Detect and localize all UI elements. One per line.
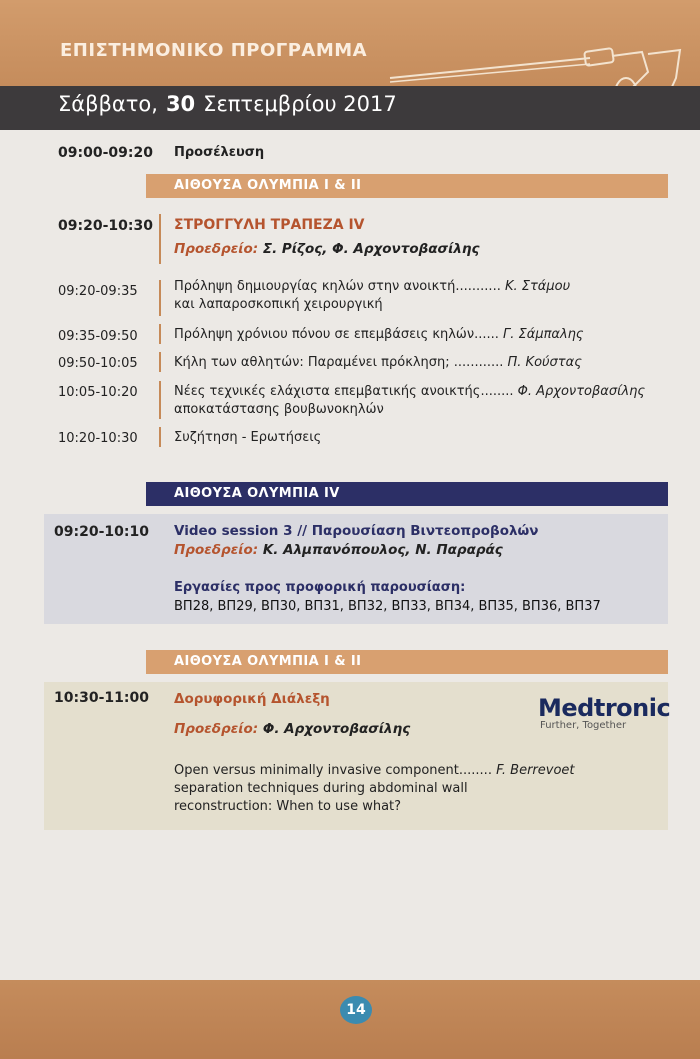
talk-speaker: Π. Κούστας [507,355,582,370]
satellite-speaker: F. Berrevoet [496,763,575,778]
chair-names: Φ. Αρχοντοβασίλης [262,721,411,737]
page-number: 14 [340,996,372,1024]
sponsor-tagline: Further, Together [540,720,627,731]
talk-title: Συζήτηση - Ερωτήσεις [174,430,322,445]
chair-label: Προεδρείο: [174,241,259,257]
hall-bar-olympia-4: ΑΙΘΟΥΣΑ ΟΛΥΜΠΙΑ IV [146,482,668,506]
talk-time: 10:20-10:30 [58,431,138,446]
video-title: Video session 3 // Παρουσίαση Βιντεοπροβολών [174,523,539,539]
video-chairs [174,541,503,559]
divider-line [159,352,161,372]
section-title: ΕΠΙΣΤΗΜΟΝΙΚΟ ΠΡΟΓΡΑΜΜΑ [60,40,368,61]
talk-entry: Κήλη των αθλητών: Παραμένει πρόκληση; ............ Π. Κούστας [174,355,582,370]
satellite-chairs [174,720,410,738]
hall-bar-olympia-1-2: ΑΙΘΟΥΣΑ ΟΛΥΜΠΙΑ Ι & ΙΙ [146,174,668,198]
satellite-time: 10:30-11:00 [54,690,149,706]
roundtable-title: ΣΤΡΟΓΓΥΛΗ ΤΡΑΠΕΖΑ IV [174,217,365,233]
divider-line [159,214,161,264]
divider-line [159,427,161,447]
medtronic-logo [538,694,671,731]
talk-title: Πρόληψη δημιουργίας κηλών στην ανοικτή [174,279,456,294]
satellite-talk: Open versus minimally invasive component........ F. Berrevoet separation techniques during abdominal wall reconstruction: When to use what? [174,763,575,814]
oral-presentations-list: ΒΠ28, ΒΠ29, ΒΠ30, ΒΠ31, ΒΠ32, ΒΠ33, ΒΠ34, ΒΠ35, ΒΠ36, ΒΠ37 [174,599,601,614]
talk-entry: Πρόληψη χρόνιου πόνου σε επεμβάσεις κηλών...... Γ. Σάμπαλης [174,327,584,342]
date-heading [58,92,397,116]
chair-label: Προεδρείο: [174,721,259,737]
satellite-talk-line1: Open versus minimally invasive component [174,763,459,778]
talk-entry: Πρόληψη δημιουργίας κηλών στην ανοικτή........... Κ. Στάμου και λαπαροσκοπική χειρουργική [174,279,571,312]
satellite-talk-line3: reconstruction: When to use what? [174,799,402,814]
satellite-talk-line2: separation techniques during abdominal wall [174,781,468,796]
video-time: 09:20-10:10 [54,524,149,540]
divider-line [159,381,161,419]
chair-label: Προεδρείο: [174,542,259,558]
chair-names: Κ. Αλμπανόπουλος, Ν. Παραράς [262,542,503,558]
talk-title: Πρόληψη χρόνιου πόνου σε επεμβάσεις κηλών [174,327,475,342]
talk-speaker: Φ. Αρχοντοβασίλης [517,384,646,399]
roundtable-chairs [174,240,479,258]
date-month-year: Σεπτεμβρίου 2017 [203,92,397,116]
talk-speaker: Κ. Στάμου [504,279,571,294]
talk-time: 09:35-09:50 [58,329,138,344]
hall-bar-olympia-1-2: ΑΙΘΟΥΣΑ ΟΛΥΜΠΙΑ Ι & ΙΙ [146,650,668,674]
talk-time: 10:05-10:20 [58,385,138,400]
date-day: 30 [165,92,196,116]
talk-time: 09:20-09:35 [58,284,138,299]
roundtable-time: 09:20-10:30 [58,218,153,234]
talk-time: 09:50-10:05 [58,356,138,371]
talk-title: Κήλη των αθλητών: Παραμένει πρόκληση; [174,355,450,370]
satellite-title: Δορυφορική Διάλεξη [174,691,330,707]
date-weekday: Σάββατο, [58,92,158,116]
divider-line [159,280,161,316]
arrival-time: 09:00-09:20 [58,145,153,161]
sponsor-name: Medtronic [538,694,671,722]
talk-title: Νέες τεχνικές ελάχιστα επεμβατικής ανοικτής [174,384,481,399]
chair-names: Σ. Ρίζος, Φ. Αρχοντοβασίλης [262,241,480,257]
talk-speaker: Γ. Σάμπαλης [503,327,584,342]
talk-title-line2: αποκατάστασης βουβωνοκηλών [174,402,384,417]
oral-presentations-label: Εργασίες προς προφορική παρουσίαση: [174,580,466,595]
talk-title-line2: και λαπαροσκοπική χειρουργική [174,297,383,312]
arrival-label: Προσέλευση [174,145,265,160]
talk-entry: Νέες τεχνικές ελάχιστα επεμβατικής ανοικτής........ Φ. Αρχοντοβασίλης αποκατάστασης βουβωνοκηλών [174,384,646,417]
divider-line [159,324,161,344]
